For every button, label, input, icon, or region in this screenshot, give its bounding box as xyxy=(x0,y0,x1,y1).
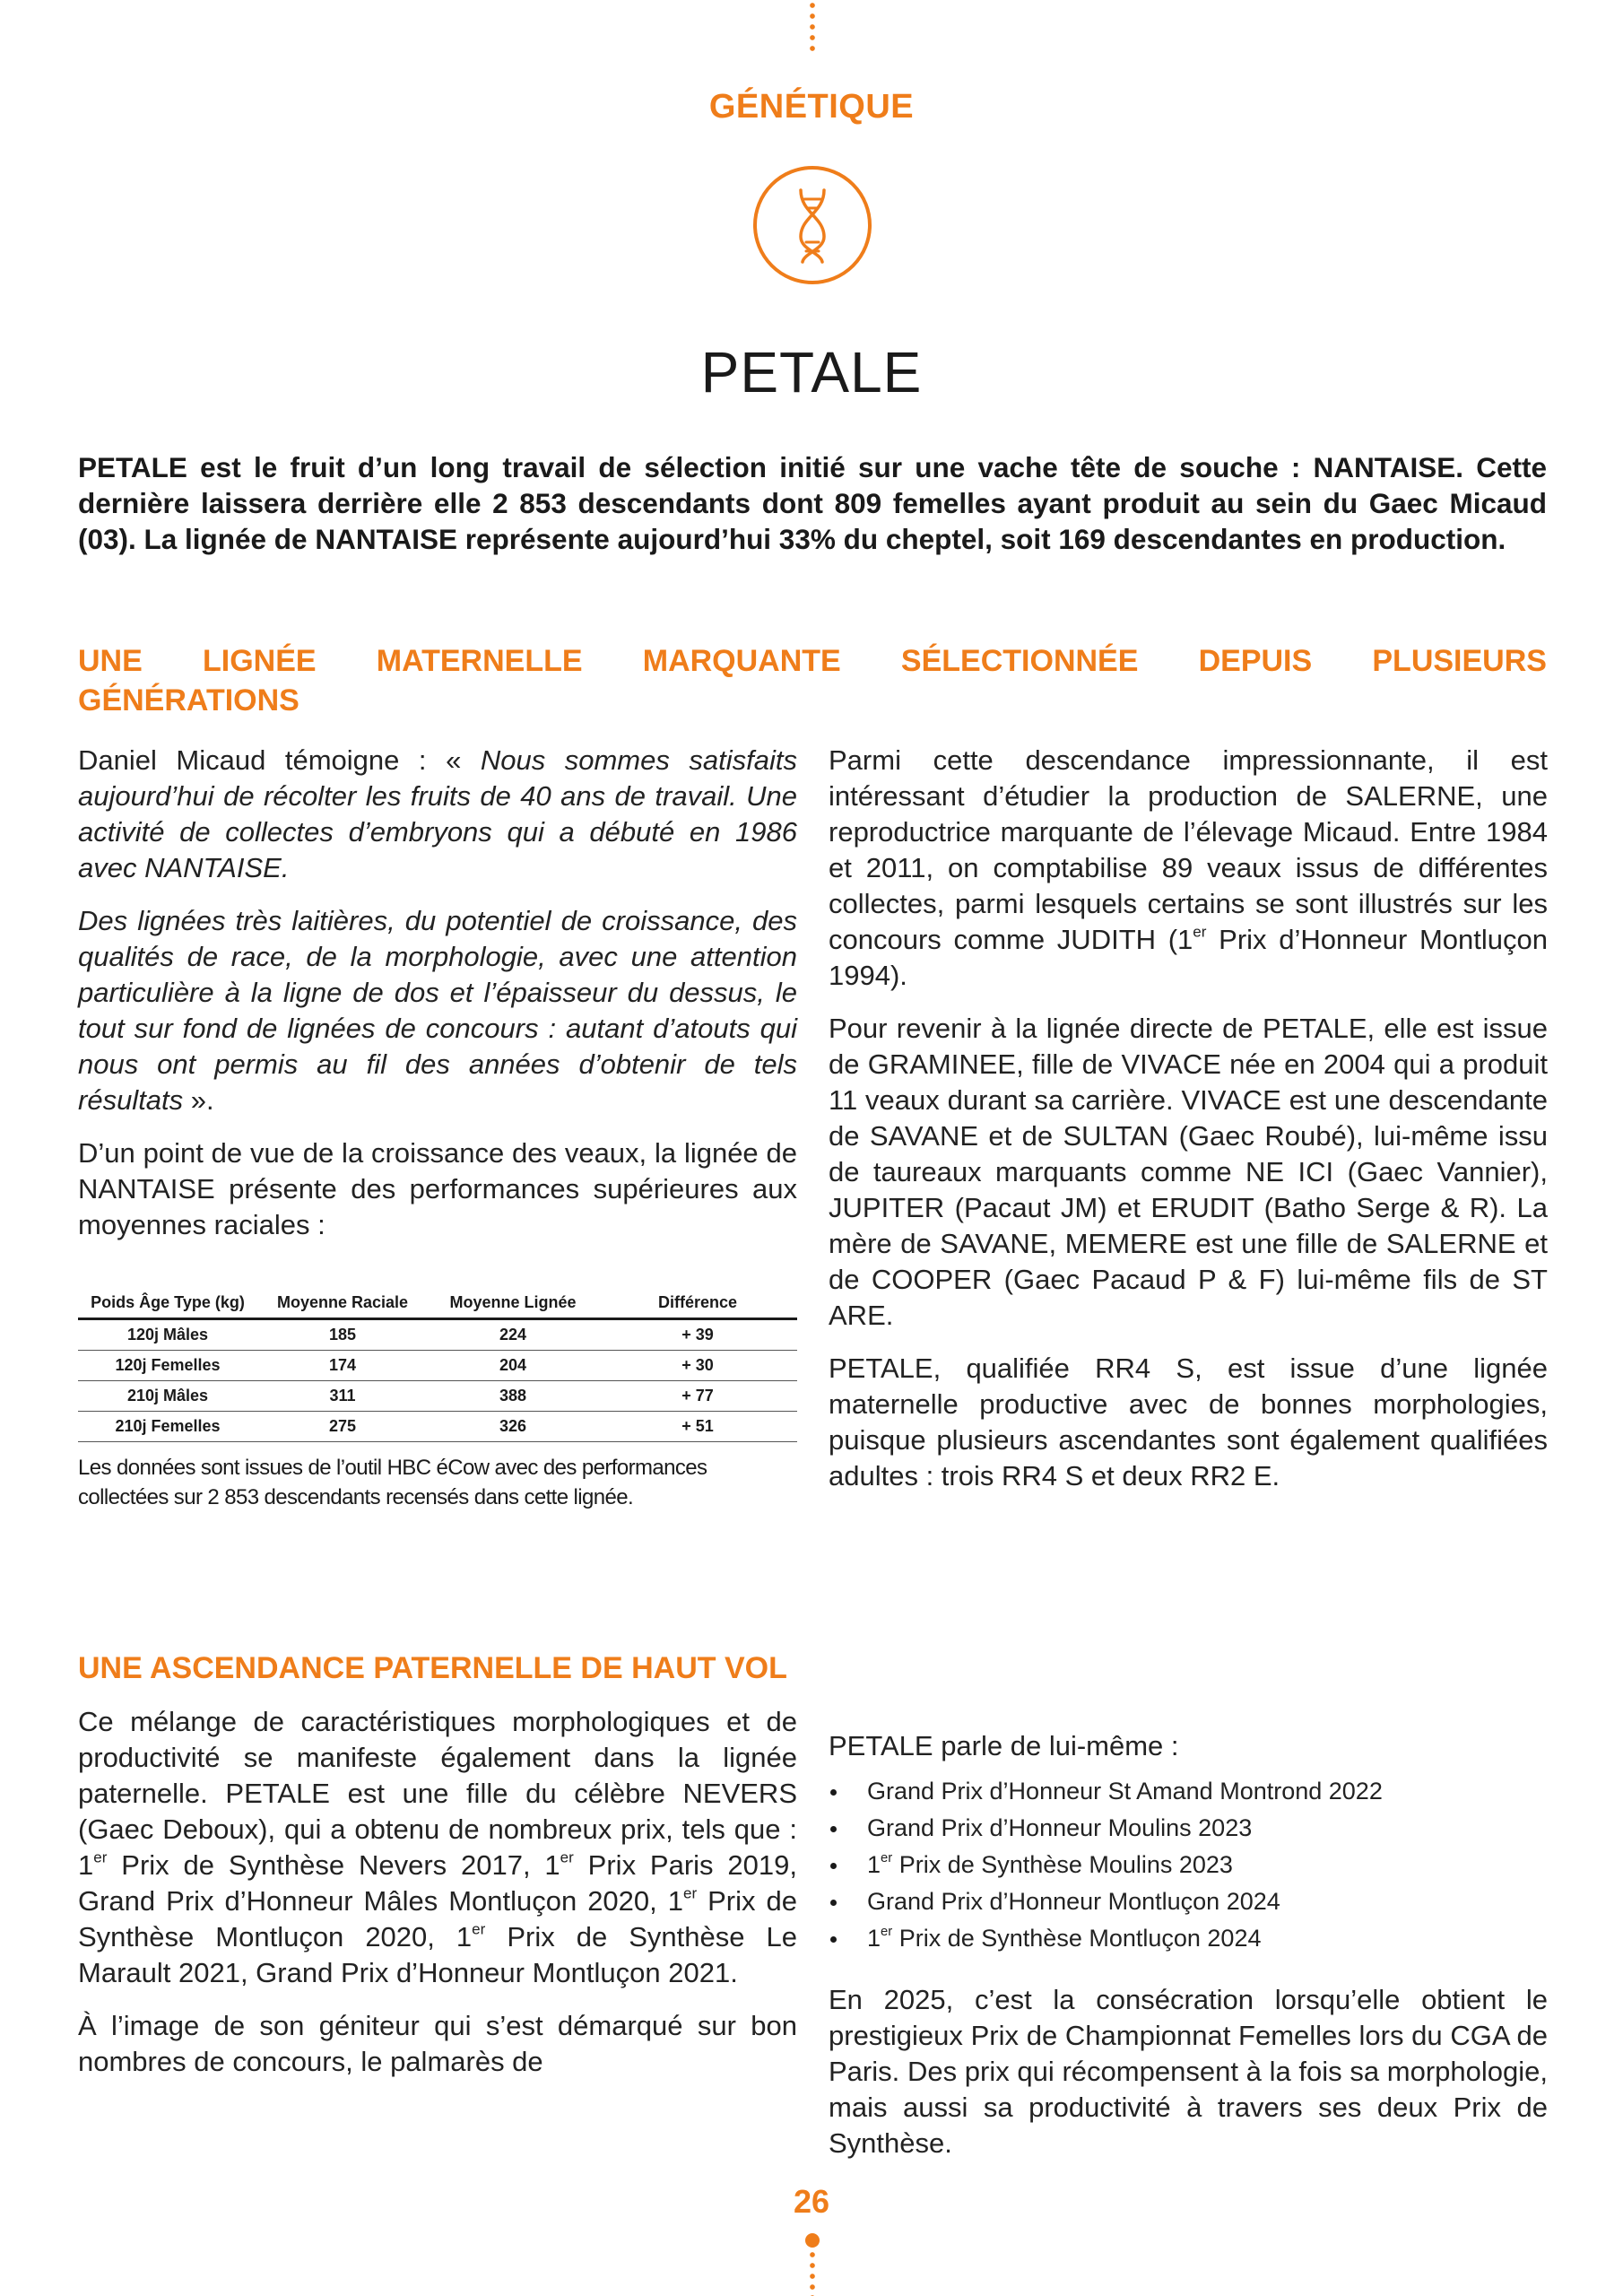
table-cell: 275 xyxy=(328,1417,357,1435)
quote-end: ». xyxy=(183,1084,214,1116)
page-title: PETALE xyxy=(700,340,923,404)
list-item: Grand Prix d’Honneur Moulins 2023 xyxy=(829,1810,1548,1847)
palmares-paragraph: À l’image de son géniteur qui s’est démarqué sur bon nombres de concours, le palmarès de xyxy=(78,2010,797,2077)
table-cell: 120j Mâles xyxy=(126,1326,209,1344)
section-heading-paternal: UNE ASCENDANCE PATERNELLE DE HAUT VOL xyxy=(78,1651,787,1685)
list-item xyxy=(829,1920,1548,1957)
table-row xyxy=(78,1351,797,1381)
award-text: Prix de Synthèse Moulins 2023 xyxy=(892,1851,1233,1878)
table-cell: 326 xyxy=(499,1417,527,1435)
paternal-paragraph xyxy=(78,1704,797,1991)
heading-line-1 xyxy=(78,641,1547,681)
heading-word: MARQUANTE xyxy=(642,644,841,678)
table-row xyxy=(78,1319,797,1351)
award-number: 1 xyxy=(867,1851,881,1878)
ordinal-sup: er xyxy=(881,1851,893,1866)
paternal-text: Prix de Synthèse Le Marault 2021, Grand Prix d’Honneur Montluçon 2021. xyxy=(78,1921,797,1988)
table-cell: 120j Femelles xyxy=(115,1356,221,1374)
list-item: Grand Prix d’Honneur St Amand Montrond 2022 xyxy=(829,1773,1548,1810)
qualification-paragraph: PETALE, qualifiée RR4 S, est issue d’une lignée maternelle productive avec de bonnes morphologies, puisque plusieurs ascendantes sont également qualifiées adultes : trois RR4 S et deux RR2 E. xyxy=(829,1352,1548,1492)
testimony-quote: Nous sommes satisfaits aujourd’hui de récolter les fruits de 40 ans de travail. Une activité de collectes d’embryons qui a débuté en 1986 avec NANTAISE. xyxy=(78,744,797,883)
quote-paragraph xyxy=(78,903,797,1118)
ordinal-sup: er xyxy=(683,1884,698,1902)
salerne-text-end: Prix d’Honneur Montluçon 1994). xyxy=(829,924,1549,991)
paternal-text: Prix Paris 2019, Grand Prix d’Honneur Mâles Montluçon 2020, 1 xyxy=(78,1849,797,1917)
table-cell: + 51 xyxy=(681,1417,714,1435)
table-row xyxy=(78,1381,797,1412)
page-number: 26 xyxy=(793,2183,830,2220)
quote-text: Des lignées très laitières, du potentiel de croissance, des qualités de race, de la morphologie, avec une attention particulière à la ligne de dos et l’épaisseur du dessus, le tout sur fond de lignées de concours : autant d’atouts qui nous ont permis au fil des années d’obtenir de tels résultats xyxy=(78,905,797,1116)
salerne-paragraph xyxy=(829,743,1548,994)
table-cell: 224 xyxy=(499,1326,527,1344)
table-cell: 174 xyxy=(328,1356,357,1374)
table-cell: + 77 xyxy=(681,1387,714,1405)
award-text: Prix de Synthèse Montluçon 2024 xyxy=(892,1925,1262,1952)
table-cell: 210j Mâles xyxy=(126,1387,209,1405)
left-column-section1 xyxy=(78,743,797,1260)
table-header: Moyenne Raciale xyxy=(276,1293,409,1311)
heading-word: MATERNELLE xyxy=(376,644,583,678)
table-header-row xyxy=(78,1288,797,1319)
paternal-text: Prix de Synthèse Nevers 2017, 1 xyxy=(107,1849,560,1881)
table-cell: + 30 xyxy=(681,1356,714,1374)
ordinal-sup: er xyxy=(472,1920,486,1938)
table-cell: 185 xyxy=(328,1326,357,1344)
table-row xyxy=(78,1412,797,1442)
table-cell: 388 xyxy=(499,1387,527,1405)
paternal-text: Prix de Synthèse Montluçon 2020, 1 xyxy=(78,1885,797,1952)
left-column-section2 xyxy=(78,1704,797,2097)
performance-table xyxy=(78,1288,797,1442)
dna-icon xyxy=(751,163,874,287)
list-item xyxy=(829,1847,1548,1883)
lineage-paragraph: Pour revenir à la lignée directe de PETALE, elle est issue de GRAMINEE, fille de VIVACE née en 2004 qui a produit 11 veaux durant sa carrière. VIVACE est une descendante de SAVANE et de SULTAN (Gaec Roubé), lui-même issu de taureaux marquants comme NE ICI (Gaec Vannier), JUPITER (Pacaut JM) et ERUDIT (Batho Serge & R). La mère de SAVANE, MEMERE est une fille de SALERNE et de COOPER (Gaec Pacaud P & F) lui-même fils de ST ARE. xyxy=(829,1013,1548,1331)
heading-word: UNE xyxy=(78,644,143,678)
table-cell: + 39 xyxy=(681,1326,714,1344)
section-heading-maternal xyxy=(78,641,1547,720)
paternal-text: Ce mélange de caractéristiques morphologiques et de productivité se manifeste également dans la lignée paternelle. PETALE est une fille du célèbre NEVERS (Gaec Deboux), qui a obtenu de nombreux prix, tels que : 1 xyxy=(78,1706,797,1881)
heading-word: DEPUIS xyxy=(1198,644,1313,678)
table-header: Moyenne Lignée xyxy=(449,1293,577,1311)
table-note: Les données sont issues de l’outil HBC éCow avec des performances collectées sur 2 853 descendants recensés dans cette lignée. xyxy=(78,1456,707,1509)
award-number: 1 xyxy=(867,1925,881,1952)
table-header: Poids Âge Type (kg) xyxy=(91,1293,245,1311)
right-column-section2 xyxy=(829,1728,1548,2179)
section-label: GÉNÉTIQUE xyxy=(708,88,915,126)
growth-paragraph: D’un point de vue de la croissance des veaux, la lignée de NANTAISE présente des performances supérieures aux moyennes raciales : xyxy=(78,1137,797,1240)
championship-paragraph: En 2025, c’est la consécration lorsqu’elle obtient le prestigieux Prix de Championnat Femelles lors du CGA de Paris. Des prix qui récompensent à la fois sa morphologie, mais aussi sa productivité à travers ses deux Prix de Synthèse. xyxy=(829,1984,1548,2159)
table-cell: 204 xyxy=(499,1356,527,1374)
bottom-dotted-line xyxy=(810,2249,815,2296)
table-cell: 311 xyxy=(329,1387,356,1405)
list-item: Grand Prix d’Honneur Montluçon 2024 xyxy=(829,1883,1548,1920)
heading-word: PLUSIEURS xyxy=(1372,644,1547,678)
awards-intro: PETALE parle de lui-même : xyxy=(829,1730,1179,1761)
heading-word: LIGNÉE xyxy=(202,644,317,678)
heading-word: SÉLECTIONNÉE xyxy=(900,644,1139,678)
ordinal-sup: er xyxy=(93,1848,108,1866)
awards-list xyxy=(829,1773,1548,1957)
intro-paragraph: PETALE est le fruit d’un long travail de sélection initié sur une vache tête de souche : NANTAISE. Cette dernière laissera derrière elle 2 853 descendants dont 809 femelles ayant produit au sein du Gaec Micaud (03). La lignée de NANTAISE représente aujourd’hui 33% du cheptel, soit 169 descendantes en production. xyxy=(78,451,1547,555)
table-header: Différence xyxy=(657,1293,738,1311)
ordinal-sup: er xyxy=(1193,923,1207,941)
ordinal-sup: er xyxy=(881,1925,893,1940)
heading-line-2: GÉNÉRATIONS xyxy=(78,683,299,718)
salerne-text: Parmi cette descendance impressionnante, il est intéressant d’étudier la production de SALERNE, une reproductrice marquante de l’élevage Micaud. Entre 1984 et 2011, on comptabilise 89 veaux issus de différentes collectes, parmi lesquels certains se sont illustrés sur les concours comme JUDITH (1 xyxy=(829,744,1548,955)
table-cell: 210j Femelles xyxy=(115,1417,221,1435)
ordinal-sup: er xyxy=(560,1848,574,1866)
page-dot xyxy=(805,2233,820,2248)
testimony-paragraph xyxy=(78,743,797,886)
testimony-intro: Daniel Micaud témoigne : « xyxy=(78,744,481,776)
right-column-section1 xyxy=(829,743,1548,1511)
top-dotted-line xyxy=(810,0,815,56)
